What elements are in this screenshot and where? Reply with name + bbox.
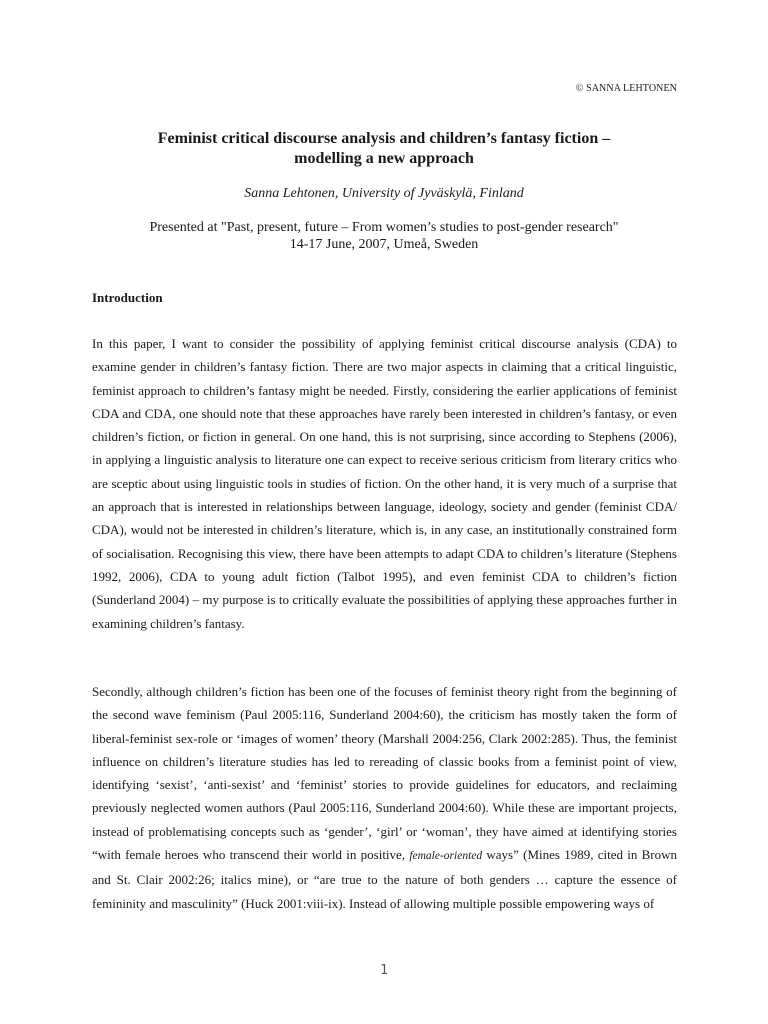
page-number: 1	[380, 963, 388, 978]
paragraph-2	[92, 680, 677, 915]
presentation-date: 14-17 June, 2007, Umeå, Sweden	[289, 237, 479, 252]
section-heading: Introduction	[92, 290, 163, 305]
presentation-venue: Presented at "Past, present, future – From women’s studies to post-gender research"	[149, 220, 619, 235]
author-affiliation: Sanna Lehtonen, University of Jyväskylä, Finland	[244, 186, 524, 201]
paragraph-1: In this paper, I want to consider the possibility of applying feminist critical discourse analysis (CDA) to examine gender in children’s fantasy fiction. There are two major aspects in claiming that a critical linguistic, feminist approach to children’s fantasy might be needed. Firstly, considering the earlier applications of feminist CDA and CDA, one should note that these approaches have rarely been interested in children’s fantasy, or even children’s fiction, or fiction in general. On one hand, this is not surprising, since according to Stephens (2006), in applying a linguistic analysis to literature one can expect to receive serious criticism from literary critics who are sceptic about using linguistic tools in studies of fiction. On the other hand, it is very much of a surprise that an approach that is interested in relationships between language, ideology, society and gender (feminist CDA/ CDA), would not be interested in children’s literature, which is, in any case, an institutionally constrained form of socialisation. Recognising this view, there have been attempts to adapt CDA to children’s literature (Stephens 1992, 2006), CDA to young adult fiction (Talbot 1995), and even feminist CDA to children’s fiction (Sunderland 2004) – my purpose is to critically evaluate the possibilities of applying these approaches further in examining children’s fantasy.	[92, 336, 677, 631]
copyright-notice: © SANNA LEHTONEN	[575, 83, 677, 94]
paragraph-2-text-end: ways” (Mines 1989, cited in Brown and St. Clair 2002:26; italics mine), or “are true to the nature of both genders … capture the essence of femininity and masculinity” (Huck 2001:viii-ix). Instead of allowing multiple possible empowering ways of	[92, 847, 677, 911]
presentation-info	[92, 219, 676, 253]
italic-phrase: female-oriented	[409, 850, 483, 863]
paper-title	[92, 129, 676, 169]
title-line-2: modelling a new approach	[294, 150, 474, 167]
title-line-1: Feminist critical discourse analysis and children’s fantasy fiction –	[157, 130, 611, 147]
paragraph-2-text-start: Secondly, although children’s fiction has been one of the focuses of feminist theory right from the beginning of the second wave feminism (Paul 2005:116, Sunderland 2004:60), the criticism has mostly taken the form of liberal-feminist sex-role or ‘images of women’ theory (Marshall 2004:256, Clark 2002:285). Thus, the feminist influence on children’s literature studies has led to rereading of classic books from a feminist point of view, identifying ‘sexist’, ‘anti-sexist’ and ‘feminist’ stories to provide guidelines for educators, and reclaiming previously neglected women authors (Paul 2005:116, Sunderland 2004:60). While these are important projects, instead of problematising concepts such as ‘gender’, ‘girl’ or ‘woman’, they have aimed at identifying stories “with female heroes who transcend their world in positive,	[92, 684, 677, 863]
